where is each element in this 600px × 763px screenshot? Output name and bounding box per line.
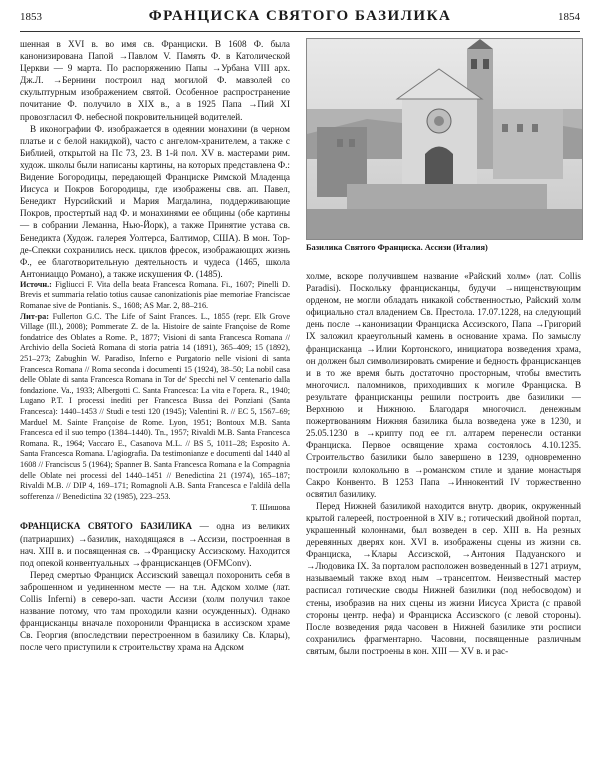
entry-intro: — одна из великих (патриарших) →базилик, находящаяся в →Ассизи, построенная в нач. XIII в. и посвященная св. →Франциску Ассизскому. Находится под опекой конвентуальных →францисканцев (OFMConv). bbox=[20, 521, 290, 568]
right-column bbox=[306, 270, 581, 657]
page-number-right: 1854 bbox=[558, 11, 580, 23]
page-header bbox=[20, 8, 580, 30]
paragraph: холме, вскоре получившем название «Райский холм» (лат. Collis Paradisi). Поскольку францисканцы, будучи →нищенствующим орденом, не могли обладать никакой собственностью, Райский холм официально стал владением Св. Престола. 17.07.1228, на следующий день после →канонизации Франциска Ассизского, Папа →Григорий IX заложил краеугольный камень в основание храма. По замыслу францисканца →Илии Кортонского, инициатора возведения храма, он должен был символизировать смирение и бедность францисканцев и в то же время быть достаточно просторным, чтобы вместить многочисл. паломников, приходивших к могиле Франциска. В результате францисканцы решили построить две базилики — Верхнюю и Нижнюю. Благодаря многочисл. денежным пожертвованиям Нижняя базилика была возведена уже в 1230, и 25.05.1230 в →крипту под ее гл. алтарем перенесли останки Франциска. Первое освящение храма состоялось 4.10.1235. Строительство базилики было завершено в 1239, одновременно построили колокольню в →романском стиле и здание монастыря Сакро Конвенто. В 1253 Папа →Иннокентий IV торжественно освятил базилику. bbox=[306, 271, 581, 499]
bibliography bbox=[20, 280, 290, 502]
sources-label: Источн.: bbox=[20, 279, 52, 289]
literature-text: Fullerton G.C. The Life of Saint Frances. L., 1855 (repr. Elk Grove Village (Ill.), 2008); Pommerate Z. de la. Histoire de sainte Françoise de Rome fondatrice des Oblates a Rome. P., 1877; Visioni di santa Francesca Romana // Archivio della Società Romana di storia patria 14 (1891), 365–409; 15 (1892), 251–273; Zabughin W. Paradiso, Inferno e Purgatorio nelle visioni di santa Francesca Romana // Roma seconda i documenti 15 (1924), 38–50; La nobil casa delle Oblate di santa Francesca Romana in Tor de' Specchi nel V centenario dalla fondazione. Va., 1933; Albergotti C. Santa Francesca: La vita e l'opera. R., 1940; Lugano P.T. I processi inediti per Francesca Bussa dei Ponziani (Santa Francesca): 1440–1453 // Studi e testi 120 (1945); Valentini R. // EC 5, 1567–69; Marduel M. Sainte Françoise de Rome. Lyon, 1951; Bontoux M.B. Santa Francesca ed il suo tempo (1384–1440). Tn., 1957; Rivaldi M.B. Santa Francesca Romana. R., 1964; Vaccaro E., Casanova M.L. // BS 5, 1011–28; Esposito A. Santa Francesca Romana. L'agiografia. Da testimonianze e documenti dal 1440 al 1608 // Franciscus 5 (1964); Spanner B. Santa Francesca Romana e la Compagnia delle Oblate nei processi del 1440–1451 // Benedictina 21 (1974), 165–187; Rivaldi M.B. // DIP 4, 169–171; Romagnoli A.B. Santa Francesca e l'aldilà della sofferenza // Benedictina 32 (1985), 223–253. bbox=[20, 311, 291, 501]
basilica-photo bbox=[306, 38, 583, 240]
left-column bbox=[20, 38, 290, 653]
paragraph: Перед смертью Франциск Ассизский завещал похоронить себя в заброшенном и уединенном месте — на т.н. Адском холме (лат. Collis Inferni) в северо-зап. части Ассизи (холм получил такое название потому, что там проходили казни осужденных). Однако францисканцы вначале похоронили Франциска в ассизском храме Св. Георгия (впоследствии перестроенном в базилику Св. Клары), после чего приступили к строительству храма на Адском bbox=[20, 569, 290, 653]
paragraph: В иконографии Ф. изображается в одеянии монахини (в черном платье и с белой накидкой), часто с ангелом-хранителем, а также с Библией, открытой на Пс 73, 23. В 1-й пол. XV в. мастерами рим. худож. школы были написаны картины, на которых представлена Ф.: Видение Богородицы, передающей Франциске Римской Младенца Иисуса и Покров Богородицы, где изображены свв. ап. Павел, Бенедикт Нурсийский и Мария Магдалина, поддерживающие Покров, простертый над Ф. и монахинями ее общины (обе картины — в собрании Леманна, Нью-Йорк), а также Принятие устава св. Бенедикта (Худож. галерея Уолтерса, Балтимор, США). В мон. Тор-де-Спекки сохранились неск. циклов фресок, изображающих жизнь Ф., ее благотворительную деятельность и чудеса (1465, школа Антониаццо Романо), а также искушения Ф. (1485). bbox=[20, 123, 290, 279]
entry-title: ФРАНЦИСКА СВЯТОГО БАЗИЛИКА bbox=[20, 521, 193, 532]
paragraph: Перед Нижней базиликой находится внутр. дворик, окруженный крытой галереей, построенной в XIV в.; готический двойной портал, украшенный колоннами, был возведен в сер. XIII в. На резных деревянных дверях кон. XVI в. изображены сцены из жизни св. Франциска, →Клары Ассизской, →Антония Падуанского и →Людовика IX. За порталом расположен возведенный в 1271 атриум, называемый также вход ным →трансептом. Неизвестный мастер расписал готические своды Нижней базилики (под небосводом) и стены, изобразив на них сцены из жизни Иисуса Христа (с правой стороны центр. нефа) и Франциска Ассизского (с левой стороны). После возведения ряда часовен в Нижней базилике эти росписи сохранились фрагментарно. Часовни, посвященные различным святым, были построены в кон. XIII — XV в. и рас- bbox=[306, 500, 581, 656]
entry-lead bbox=[20, 520, 290, 568]
running-title: ФРАНЦИСКА СВЯТОГО БАЗИЛИКА bbox=[148, 8, 452, 24]
paragraph: шенная в XVI в. во имя св. Франциски. В 1608 Ф. была канонизирована Папой →Павлом V. Память Ф. в Католической Церкви — 9 марта. По распоряжению Папы →Урбана VIII арх. Дж.Л. →Бернини построил над могилой Ф. мавзолей со скульптурным изображением святой. Особенное распространение почитание Ф. получило в XIX в., а в 1925 Папа →Пий XI провозгласил Ф. небесной покровительницей водителей. bbox=[20, 39, 290, 122]
photo-caption: Базилика Святого Франциска. Ассизи (Италия) bbox=[306, 243, 488, 252]
header-rule bbox=[20, 31, 580, 32]
page-number-left: 1853 bbox=[20, 11, 42, 23]
literature-label: Лит-ра: bbox=[20, 311, 49, 321]
basilica-illustration bbox=[307, 39, 582, 239]
author-signature: Т. Шишова bbox=[251, 503, 290, 513]
sources-text: Figliucci F. Vita della beata Francesca Romana. Fi., 1607; Pinelli D. Brevis et summaria relatio totius causae canonizationis piae memoriae Franciscae Romanae sive de Pontianis. S., 1608; AS Mar. 2, 88–216. bbox=[20, 279, 291, 311]
